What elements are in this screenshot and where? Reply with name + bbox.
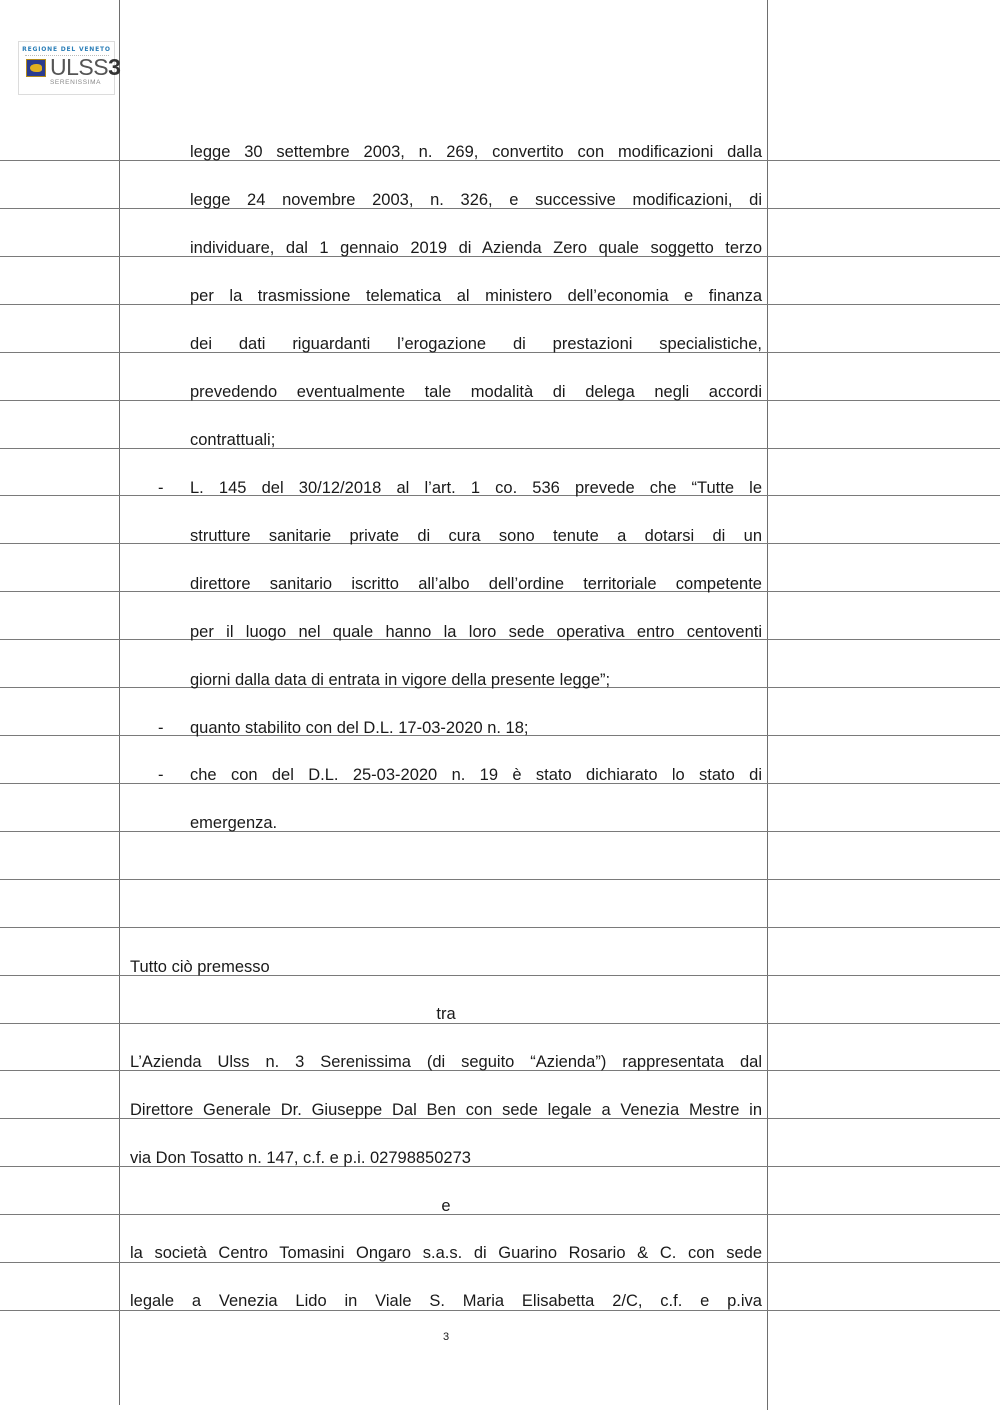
- paragraph-line: prevedendo eventualmente tale modalità di delega negli accordi: [190, 383, 762, 401]
- bullet-line: quanto stabilito con del D.L. 17-03-2020 n. 18;: [190, 719, 529, 737]
- logo-region-text: REGIONE DEL VENETO: [22, 46, 111, 53]
- paragraph-line: legge 24 novembre 2003, n. 326, e successive modificazioni, di: [190, 191, 762, 209]
- bullet-line: L. 145 del 30/12/2018 al l’art. 1 co. 536 prevede che “Tutte le: [190, 479, 762, 497]
- paragraph-line: dei dati riguardanti l’erogazione di prestazioni specialistiche,: [190, 335, 762, 353]
- and-text: e: [441, 1197, 451, 1215]
- bullet-line: giorni dalla data di entrata in vigore della presente legge”;: [190, 671, 611, 689]
- logo-brand-number: 3: [108, 54, 121, 80]
- party1-line: via Don Tosatto n. 147, c.f. e p.i. 02798850273: [130, 1149, 471, 1167]
- party2-line: la società Centro Tomasini Ongaro s.a.s. di Guarino Rosario & C. con sede: [130, 1244, 762, 1262]
- logo-brand-text: ULSS: [50, 54, 109, 80]
- bullet-marker: -: [158, 766, 164, 784]
- paragraph-line: legge 30 settembre 2003, n. 269, convertito con modificazioni dalla: [190, 143, 762, 161]
- between-text: tra: [436, 1005, 456, 1023]
- party2-line: legale a Venezia Lido in Viale S. Maria Elisabetta 2/C, c.f. e p.iva: [130, 1292, 762, 1310]
- party1-line: Direttore Generale Dr. Giuseppe Dal Ben con sede legale a Venezia Mestre in: [130, 1101, 762, 1119]
- bullet-line: direttore sanitario iscritto all’albo dell’ordine territoriale competente: [190, 575, 762, 593]
- page-number: 3: [442, 1331, 450, 1343]
- ruled-line: [0, 879, 1000, 880]
- lion-of-st-mark-icon: [26, 59, 46, 77]
- ulss3-logo: [18, 41, 121, 95]
- logo-brand: [50, 55, 120, 79]
- party1-line: L’Azienda Ulss n. 3 Serenissima (di seguito “Azienda”) rappresentata dal: [130, 1053, 762, 1071]
- bullet-line: che con del D.L. 25-03-2020 n. 19 è stato dichiarato lo stato di: [190, 766, 762, 784]
- paragraph-line: contrattuali;: [190, 431, 276, 449]
- left-margin-rule: [119, 0, 120, 1405]
- premise-text: Tutto ciò premesso: [130, 958, 270, 976]
- bullet-line: emergenza.: [190, 814, 278, 832]
- bullet-line: strutture sanitarie private di cura sono tenute a dotarsi di un: [190, 527, 762, 545]
- paragraph-line: individuare, dal 1 gennaio 2019 di Azienda Zero quale soggetto terzo: [190, 239, 762, 257]
- bullet-marker: -: [158, 479, 164, 497]
- bullet-marker: -: [158, 719, 164, 737]
- bullet-line: per il luogo nel quale hanno la loro sede operativa entro centoventi: [190, 623, 762, 641]
- ruled-line: [0, 927, 1000, 928]
- paragraph-line: per la trasmissione telematica al ministero dell’economia e finanza: [190, 287, 762, 305]
- logo-subtitle: SERENISSIMA: [50, 79, 102, 86]
- right-margin-rule: [767, 0, 768, 1410]
